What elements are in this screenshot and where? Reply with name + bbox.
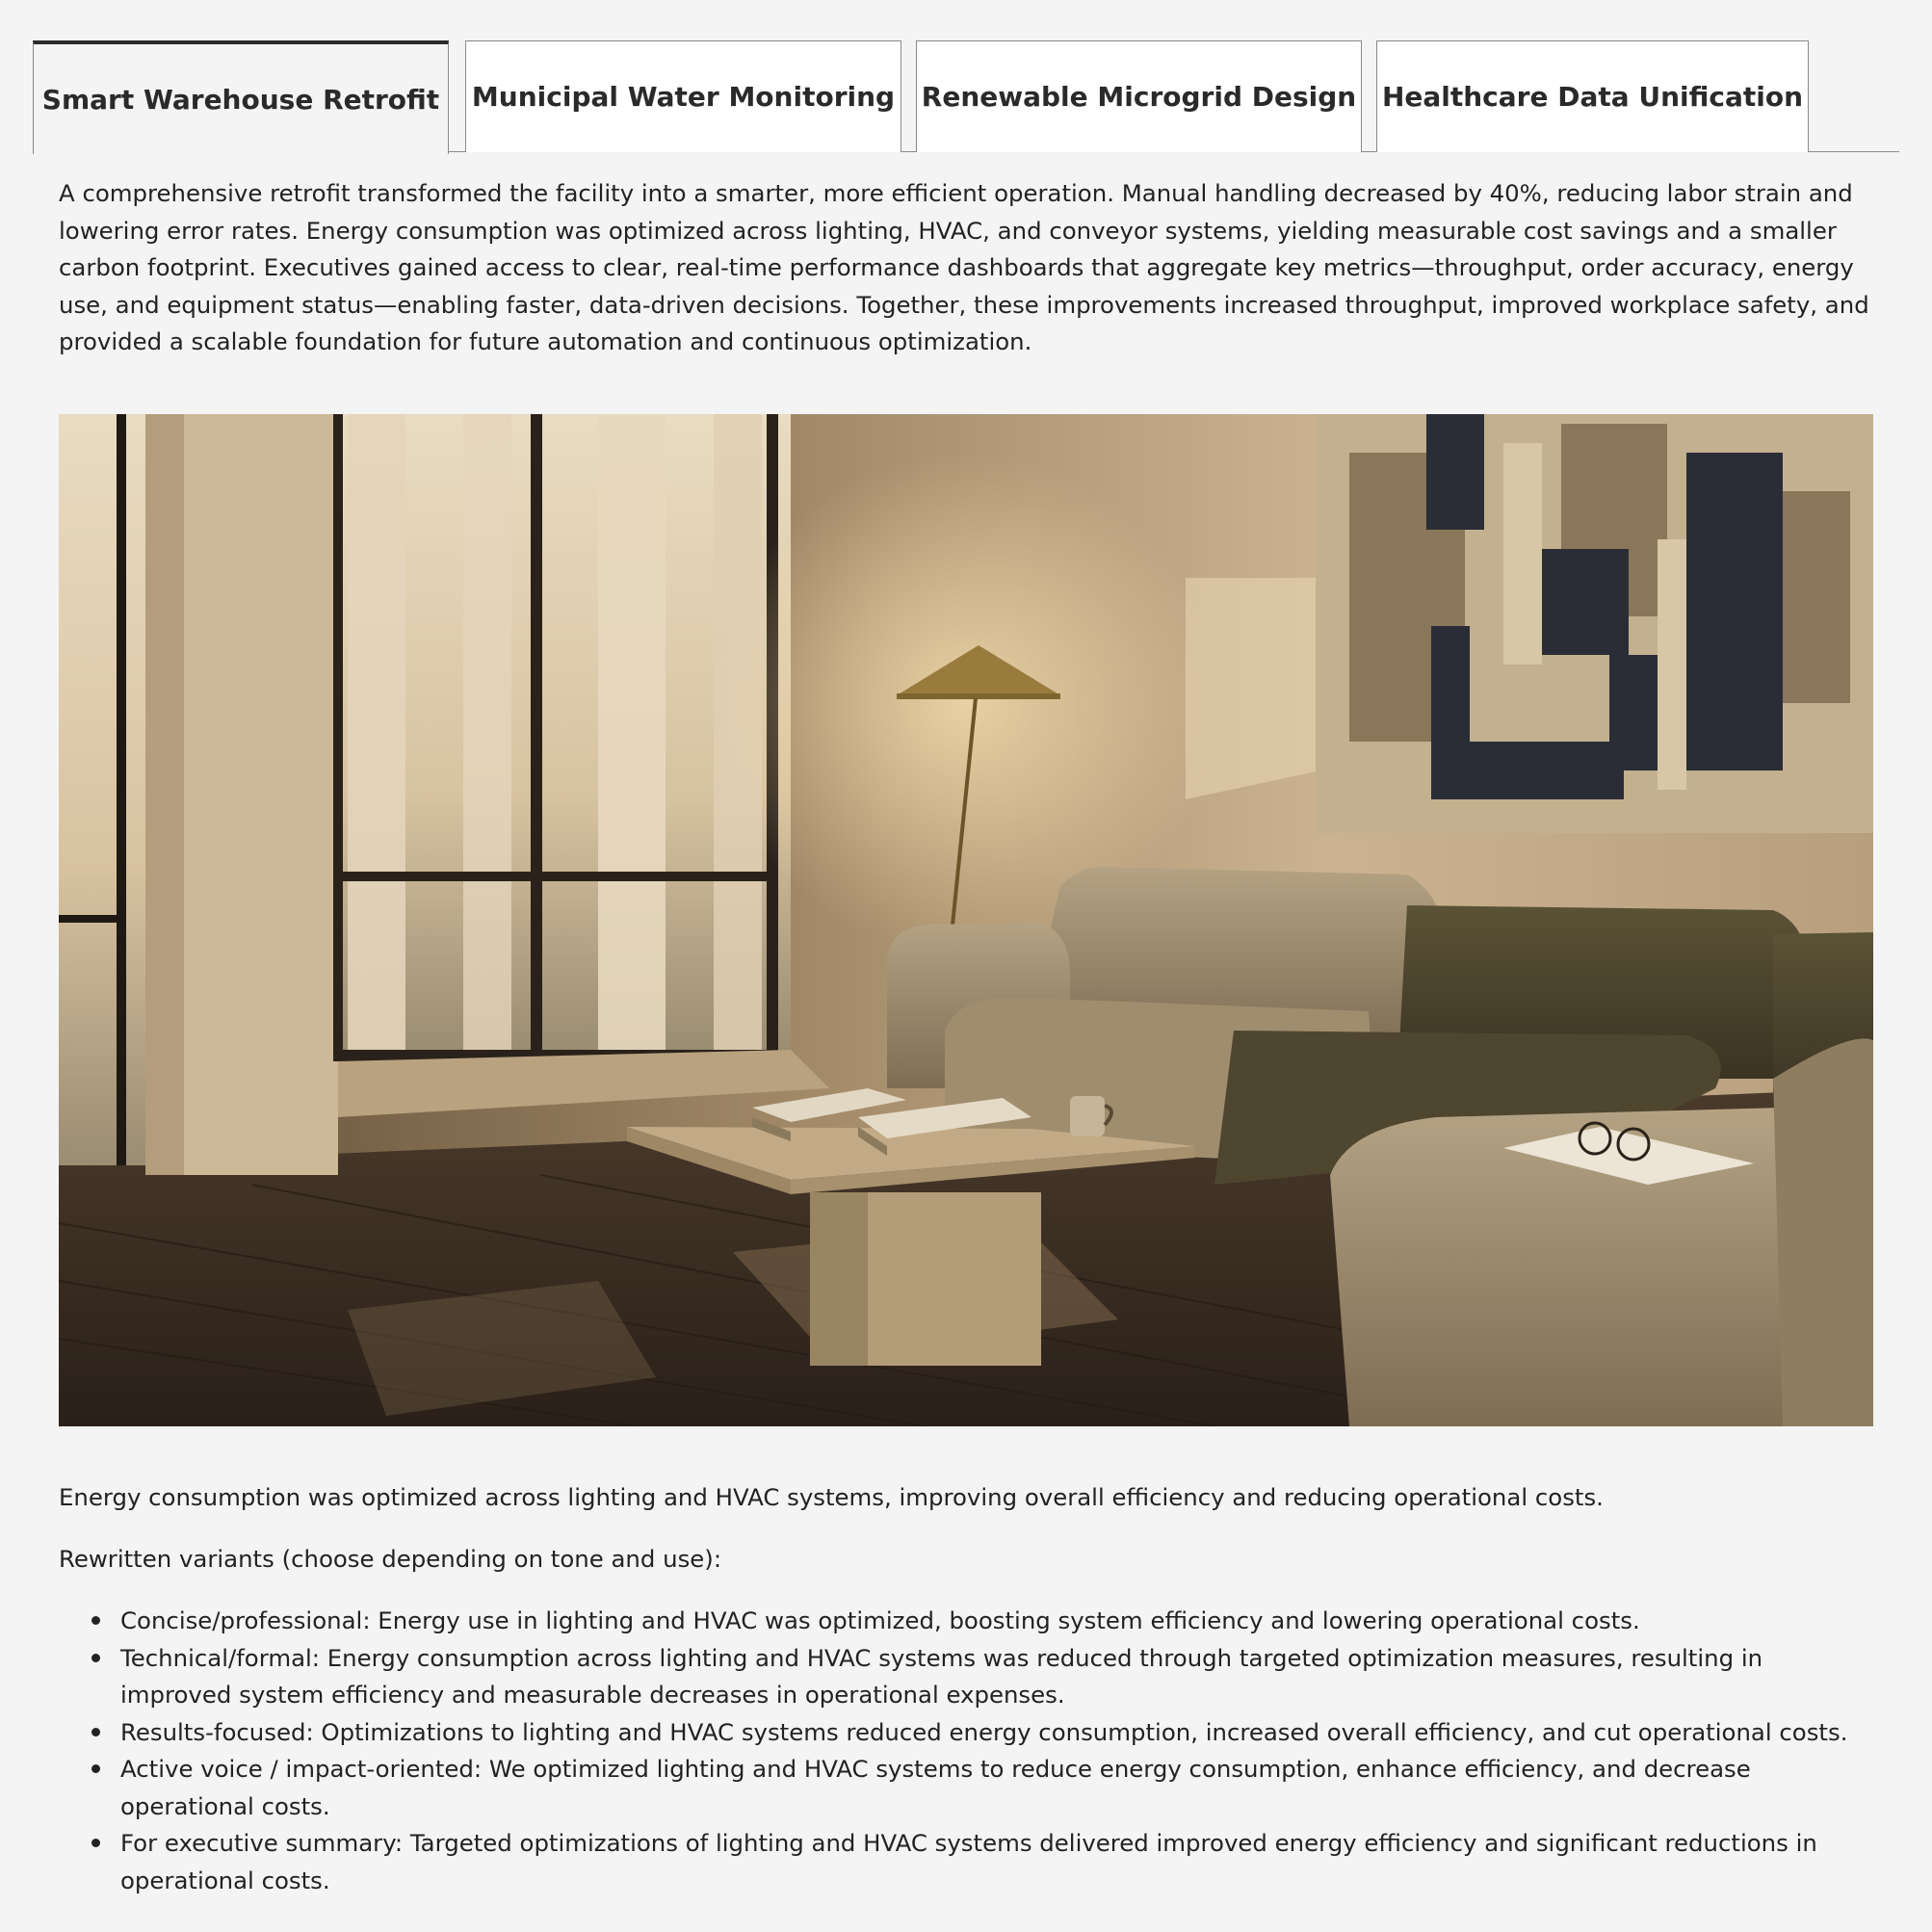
tab-label: Municipal Water Monitoring — [471, 81, 896, 113]
bullet-icon — [91, 1654, 100, 1662]
list-item — [120, 1714, 1869, 1752]
variant-text: Concise/professional: Energy use in lighting and HVAC was optimized, boosting system efficiency and lowering operational costs. — [120, 1606, 1640, 1634]
list-item — [120, 1640, 1869, 1714]
variants-heading: Rewritten variants (choose depending on tone and use): — [59, 1545, 722, 1573]
variants-list — [59, 1603, 1869, 1899]
hero-image — [59, 414, 1873, 1426]
tab-healthcare-data-unification[interactable] — [1376, 40, 1809, 152]
bullet-icon — [91, 1764, 100, 1773]
tab-label: Renewable Microgrid Design — [921, 81, 1357, 113]
bullet-icon — [91, 1839, 100, 1847]
list-item — [120, 1603, 1869, 1640]
tab-label: Smart Warehouse Retrofit — [41, 83, 440, 116]
tab-municipal-water-monitoring[interactable] — [465, 40, 901, 152]
variant-text: Active voice / impact-oriented: We optimized lighting and HVAC systems to reduce energy consumption, enhance efficiency, and decrease operational costs. — [120, 1755, 1751, 1820]
variant-text: Results-focused: Optimizations to lighting and HVAC systems reduced energy consumption, increased overall efficiency, and cut operational costs. — [120, 1717, 1848, 1746]
tab-bar — [33, 40, 1899, 152]
variant-text: Technical/formal: Energy consumption across lighting and HVAC systems was reduced through targeted optimization measures, resulting in improved system efficiency and measurable decreases in operational expenses. — [120, 1643, 1763, 1709]
tab-label: Healthcare Data Unification — [1381, 81, 1804, 113]
summary-paragraph: Energy consumption was optimized across lighting and HVAC systems, improving overall efficiency and reducing operational costs. — [59, 1483, 1604, 1511]
list-item — [120, 1751, 1869, 1825]
list-item — [120, 1825, 1869, 1899]
tab-smart-warehouse-retrofit[interactable] — [33, 40, 449, 154]
intro-paragraph: A comprehensive retrofit transformed the facility into a smarter, more efficient operation. Manual handling decreased by 40%, reducing labor strain and lowering error rates. Energy consumption was optimized across lighting, HVAC, and conveyor systems, yielding measurable cost savings and a smaller carbon footprint. Executives gained access to clear, real-time performance dashboards that aggregate key metrics—throughput, order accuracy, energy use, and equipment status—enabling faster, data-driven decisions. Together, these improvements increased throughput, improved workplace safety, and provided a scalable foundation for future automation and continuous optimization. — [59, 179, 1869, 355]
bullet-icon — [91, 1616, 100, 1625]
tab-renewable-microgrid-design[interactable] — [916, 40, 1362, 152]
bullet-icon — [91, 1728, 100, 1736]
variant-text: For executive summary: Targeted optimizations of lighting and HVAC systems delivered improved energy efficiency and significant reductions in operational costs. — [120, 1829, 1817, 1894]
